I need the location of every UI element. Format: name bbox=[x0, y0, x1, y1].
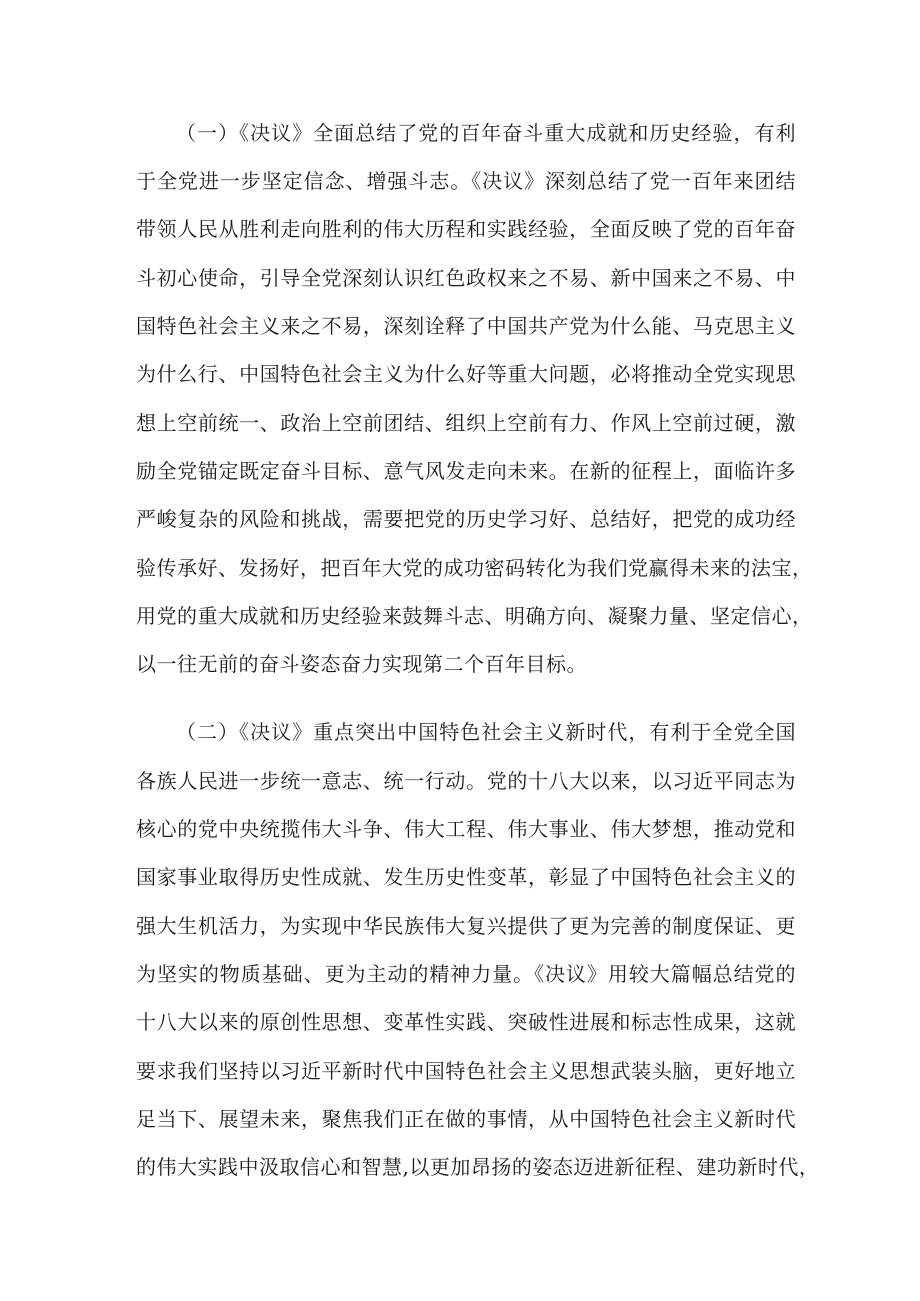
paragraph-1-line-6: 为什么行、中国特色社会主义为什么好等重大问题，必将推动全党实现思 bbox=[136, 362, 796, 386]
paragraph-2-line-10: 的伟大实践中汲取信心和智慧,以更加昂扬的姿态迈进新征程、建功新时代， bbox=[136, 1155, 820, 1179]
paragraph-2-line-3: 核心的党中央统揽伟大斗争、伟大工程、伟大事业、伟大梦想，推动党和 bbox=[136, 817, 796, 841]
paragraph-2-line-2: 各族人民进一步统一意志、统一行动。党的十八大以来，以习近平同志为 bbox=[136, 769, 796, 793]
paragraph-2-line-5: 强大生机活力，为实现中华民族伟大复兴提供了更为完善的制度保证、更 bbox=[136, 914, 796, 938]
paragraph-1-line-1: （一）《决议》全面总结了党的百年奋斗重大成就和历史经验，有利 bbox=[176, 121, 796, 145]
paragraph-2-line-7: 十八大以来的原创性思想、变革性实践、突破性进展和标志性成果，这就 bbox=[136, 1010, 796, 1034]
paragraph-2-line-9: 足当下、展望未来，聚焦我们正在做的事情，从中国特色社会主义新时代 bbox=[136, 1107, 796, 1131]
paragraph-1-line-10: 验传承好、发扬好，把百年大党的成功密码转化为我们党赢得未来的法宝， bbox=[136, 556, 813, 580]
paragraph-1-line-12: 以一往无前的奋斗姿态奋力实现第二个百年目标。 bbox=[136, 652, 587, 676]
paragraph-1-line-8: 励全党锚定既定奋斗目标、意气风发走向未来。在新的征程上，面临许多 bbox=[136, 459, 796, 483]
paragraph-1-line-9: 严峻复杂的风险和挑战，需要把党的历史学习好、总结好，把党的成功经 bbox=[136, 507, 796, 531]
paragraph-1-line-2: 于全党进一步坚定信念、增强斗志。《决议》深刻总结了党一百年来团结 bbox=[136, 169, 796, 193]
paragraph-2-line-8: 要求我们坚持以习近平新时代中国特色社会主义思想武装头脑，更好地立 bbox=[136, 1059, 796, 1083]
paragraph-1-line-4: 斗初心使命，引导全党深刻认识红色政权来之不易、新中国来之不易、中 bbox=[136, 266, 796, 290]
paragraph-2-line-4: 国家事业取得历史性成就、发生历史性变革，彰显了中国特色社会主义的 bbox=[136, 865, 796, 889]
paragraph-1-line-3: 带领人民从胜利走向胜利的伟大历程和实践经验，全面反映了党的百年奋 bbox=[136, 217, 796, 241]
paragraph-1-line-7: 想上空前统一、政治上空前团结、组织上空前有力、作风上空前过硬，激 bbox=[136, 411, 796, 435]
paragraph-1-line-5: 国特色社会主义来之不易，深刻诠释了中国共产党为什么能、马克思主义 bbox=[136, 314, 796, 338]
paragraph-1-line-11: 用党的重大成就和历史经验来鼓舞斗志、明确方向、凝聚力量、坚定信心， bbox=[136, 604, 813, 628]
paragraph-2-line-1: （二）《决议》重点突出中国特色社会主义新时代，有利于全党全国 bbox=[176, 720, 796, 744]
paragraph-2-line-6: 为坚实的物质基础、更为主动的精神力量。《决议》用较大篇幅总结党的 bbox=[136, 962, 796, 986]
